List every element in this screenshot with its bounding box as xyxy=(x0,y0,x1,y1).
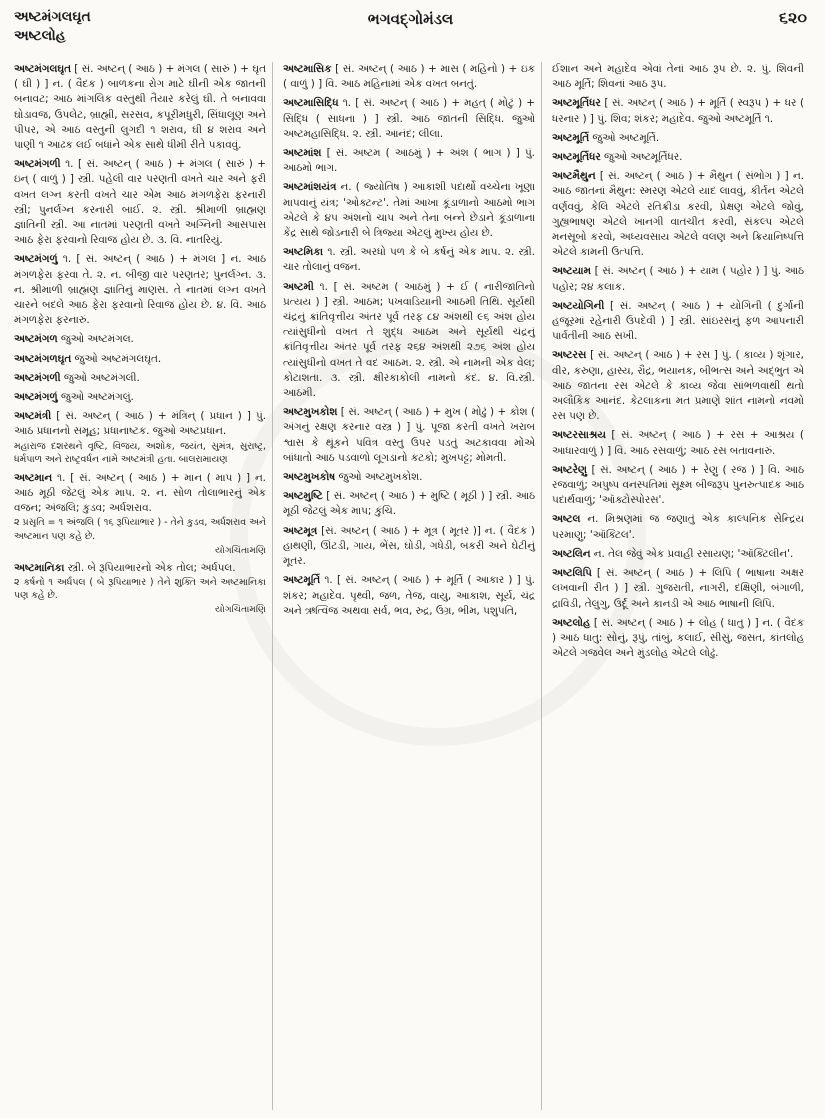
entry-definition: ૧. [ સં. અષ્ટન્ ( આઠ ) + મૂર્તિ ( આકાર ) ] પું. શંકર; મહાદેવ. પૃથ્વી, જળ, તેજ, વાયુ, આકાશ, સૂર્ય, ચંદ્ર અને ઋત્વિજ અથવા સર્વ, ભવ, રુદ્ર, ઉગ્ર, ભીમ, પશુપતિ, xyxy=(283,574,535,617)
entry-headword: અષ્ટલોહ xyxy=(552,616,591,629)
entry-headword: અષ્ટમંગળ xyxy=(14,333,58,346)
dictionary-entry xyxy=(283,96,535,142)
entry-quotation: ૨ પ્રસૃતિ = ૧ અંજલિ ( ૧૬ રૂપિયાભાર ) - તેને કુડવ, અર્ધશરાવ અને અષ્ટમાન પણ કહે છે. xyxy=(14,517,266,543)
dictionary-entry xyxy=(552,299,804,345)
page-number: ૬૨૦ xyxy=(779,8,807,27)
entry-headword: અષ્ટયામ xyxy=(552,265,591,278)
entry-definition: [ સં. અષ્ટન્ ( આઠ ) + મંગલ ( સારું ) + ઘૃત ( ઘી ) ] ન. ( વૈદક ) બાળકના રોગ માટે ઘીની એક જાતની બનાવટ; આઠ માંગલિક વસ્તુથી તૈયાર કરેલું ઘી. તે બનાવવા ઘોડાવજ, ઉપલેટ, બ્રાહ્મી, સરસવ, કપૂરીમધુરી, સિંધાલૂણ અને પીપર, એ આઠ વસ્તુની લુગદી ૧ શરાવ, ઘી ૪ શરાવ અને પાણી ૧ આઢક લઈ બધાંને એક સાથે ધીમી રીતે પકાવવું. xyxy=(14,63,266,152)
entry-citation: યોગચિંતામણિ xyxy=(215,604,266,616)
dictionary-entry xyxy=(283,573,535,619)
entry-headword: અષ્ટમુખકોશ xyxy=(283,406,338,419)
dictionary-entry xyxy=(283,470,535,485)
dictionary-entry xyxy=(552,169,804,260)
entry-definition: ન. ( જ્યોતિષ ) આકાશી પદાર્થો વચ્ચેના ખૂણા માપવાનું યંત્ર; 'ઓક્ટન્ટ'. તેમાં આખા કૂંડાળાનો આઠમો ભાગ એટલે કે ૪૫ અંશનો ચાપ અને તેના બન્ને છેડાને કૂંડાળાના કેંદ્ર સાથે જોડનારી બે ત્રિજ્યા એટલું મુખ્ય હોય છે. xyxy=(283,181,535,240)
entry-definition: સ્ત્રી. બે રૂપિયાભારનો એક તોલ; અર્ધપલ. xyxy=(64,561,236,574)
entry-definition: [ સં. અષ્ટન્ ( આઠ ) + લિપિ ( ભાષાના અક્ષર લખવાની રીત ) ] સ્ત્રી. ગુજરાતી, નાગરી, દક્ષિણી, બંગાળી, દ્રાવિડી, તેલુગુ, ઉર્દૂ અને કાનડી એ આઠ ભાષાની લિપિ. xyxy=(552,567,804,610)
entry-headword: અષ્ટલિપિ xyxy=(552,567,592,580)
entry-headword: અષ્ટમુખકોષ xyxy=(283,471,336,484)
header-last-word: અષ્ટલોહ xyxy=(14,28,66,44)
dictionary-entry xyxy=(552,566,804,612)
entry-definition: [ સં. અષ્ટન્ ( આઠ ) + રસ + આશ્રય ( આધારવાળું ) ] વિ. આઠ રસવાળું; આઠ રસ બતાવનારું. xyxy=(552,429,804,457)
dictionary-entry xyxy=(552,131,804,146)
entry-definition: [ સં. અષ્ટન્ ( આઠ ) + મુષ્ટિ ( મૂઠી ) ] સ્ત્રી. આઠ મૂઠી જેટલું એક માપ; કુંચિ. xyxy=(283,490,535,518)
entry-headword: અષ્ટમંગળી xyxy=(14,158,61,171)
entry-definition: ઈશાન અને મહાદેવ એવાં તેનાં આઠ રૂપ છે. ૨. પું. શિવની આઠ મૂર્તિ; શિવનાં આઠ રૂપ. xyxy=(552,63,804,91)
entry-quotation: મહારાજ દશરથને વૃષ્ટિ, વિજય, અશોક, જયંત, સુમંત્ર, સુરાષ્ટ્ર, ધર્મપાળ અને રાષ્ટ્રવર્ધન નામે અષ્ટમંત્રી હતા. બાલરામાયણ xyxy=(14,440,266,466)
entry-headword: અષ્ટમંગળી xyxy=(14,371,61,384)
entry-headword: અષ્ટમૂર્તિ xyxy=(552,131,590,144)
entry-definition: [ સં. અષ્ટન્ ( આઠ ) + રેણુ ( રજ ) ] વિ. આઠ રજવાળું; અપુષ્પ વનસ્પતિમાં સૂક્ષ્મ બીજરૂપ પુનરુત્પાદક આઠ પદાર્થવાળું; 'ઑક્ટોસ્પોરસ'. xyxy=(552,463,804,507)
dictionary-entry xyxy=(283,146,535,176)
dictionary-entry xyxy=(283,489,535,519)
entry-quotation: ૨ કર્ષનો ૧ અર્ધપલ ( બે રૂપિયાભાર ) તેને શુક્તિ અને અષ્ટમાનિકા પણ કહે છે. xyxy=(14,576,266,602)
entry-headword: અષ્ટરસ xyxy=(552,349,587,362)
entry-definition: ૧. [ સં. અષ્ટન્ ( આઠ ) + મંગલ ( સારું ) + ઇન્ ( વાળું ) ] સ્ત્રી. પહેલી વાર પરણતી વખતે ચાર અને ફરી વખત લગ્ન કરતી વખતે ચાર એમ આઠ મંગળફેરા ફરનારી સ્ત્રી; પુનર્લગ્ન કરનારી બાઈ. ૨. સ્ત્રી. શ્રીમાળી બ્રાહ્મણ જ્ઞાતિની સ્ત્રી. આ નાતમાં પરણતી વખતે અગ્નિની આસપાસ આઠ ફેરા ફરવાનો રિવાજ હોય છે. ૩. વિ. નાતરિયું. xyxy=(14,158,266,247)
dictionary-entry xyxy=(552,512,804,542)
entry-definition: ૧. [ સં. અષ્ટન્ ( આઠ ) + મંગલ ] ન. આઠ મંગળફેરા ફરવા તે. ૨. ન. બીજી વાર પરણતર; પુનર્લગ્ન. ૩. ન. શ્રીમાળી બ્રાહ્મણ જ્ઞાતિનું માણસ. તે નાતમાં લગ્ન વખતે ચારને બદલે આઠ ફેરા ફરવાનો રિવાજ હોય છે. ૪. વિ. આઠ મંગળફેરા ફરનારું. xyxy=(14,253,266,327)
entry-headword: અષ્ટમંત્રી xyxy=(14,410,52,423)
entry-headword: અષ્ટમિકા xyxy=(283,246,324,259)
entry-headword: અષ્ટરસાશ્રય xyxy=(552,429,606,442)
entry-definition: ૧. [ સં. અષ્ટન્ ( આઠ ) + માન ( માપ ) ] ન. આઠ મૂઠી જેટલું એક માપ. ૨. ન. સોળ તોલાભારનું એક વજન; અંજલિ; કુડવ; અર્ધશરાવ. xyxy=(14,471,266,515)
entry-definition: [ સં. અષ્ટન્ ( આઠ ) + મુખ ( મોઢું ) + કોશ ( અંગનું રક્ષણ કરનાર વસ્ત્ર ) ] પું. પૂજા કરતી વખતે ખરાબ શ્વાસ કે થૂંકને પવિત્ર વસ્તુ ઉપર પડતું અટકાવવા મોંએ બાંધાતો આઠ પડવાળો લૂગડાનો કટકો; મુખપટ્ટ; મોમતી. xyxy=(283,406,535,464)
entry-definition: ૧. [ સં. અષ્ટન્ ( આઠ ) + મહત્ ( મોટું ) + સિદ્ધિ ( સાધના ) ] સ્ત્રી. આઠ જાતની સિદ્ધિ. જુઓ અષ્ટમહાસિદ્ધિ. ૨. સ્ત્રી. આનંદ; લીલા. xyxy=(283,97,535,140)
dictionary-entry xyxy=(552,264,804,294)
entry-definition: [ સં. અષ્ટન્ ( આઠ ) + માસ ( મહિનો ) + ઇક ( વાળું ) ] વિ. આઠ મહિનામાં એક વખત બનતું. xyxy=(283,63,535,91)
entry-headword: અષ્ટમંગળઘૃત xyxy=(14,352,72,365)
entry-headword: અષ્ટમૂર્તિ xyxy=(283,574,321,587)
entry-headword: અષ્ટમી xyxy=(283,280,314,293)
entry-definition: જુઓ અષ્ટમંગલ. xyxy=(57,333,134,346)
entry-headword: અષ્ટલિન xyxy=(552,547,591,560)
entry-definition: [ સં. અષ્ટન્ ( આઠ ) + મૈથુન ( સંભોગ ) ] ન. આઠ જાતનાં મૈથુન: સ્મરણ એટલે યાદ લાવવું, કીર્તન એટલે વર્ણવવું, કેલિ એટલે રતિક્રીડા કરવી, પ્રેક્ષણ એટલે જોવું, ગુહ્યભાષણ એટલે ખાનગી વાતચીત કરવી, સંકલ્પ એટલે મનસૂબો કરવો, અધ્યવસાય એટલે વલણ અને ક્રિયાનિષ્પત્તિ એટલે કામની ઉત્પત્તિ. xyxy=(552,170,804,259)
entry-headword: અષ્ટમાસિક xyxy=(283,63,332,75)
entry-definition: જુઓ અષ્ટમંગલું. xyxy=(57,391,134,404)
dictionary-entry xyxy=(14,62,266,153)
entry-headword: અષ્ટમાસિદ્ધિ xyxy=(283,97,339,110)
entry-headword: અષ્ટમુષ્ટિ xyxy=(283,490,323,503)
entry-definition: [ સં. અષ્ટન્ ( આઠ ) + મૂર્તિ ( સ્વરૂપ ) + ધર ( ધરનાર ) ] પું. શિવ; શંકર; મહાદેવ. જુઓ અષ્ટમૂર્તિ ૧. xyxy=(552,97,804,125)
dictionary-entry xyxy=(283,280,535,402)
dictionary-entry xyxy=(552,348,804,424)
dictionary-entry xyxy=(14,352,266,367)
entry-citation: યોગચિંતામણિ xyxy=(215,544,266,556)
dictionary-entry xyxy=(283,62,535,92)
entry-definition: ૧. સ્ત્રી. અરધો પળ કે બે કર્ષનું એક માપ. ૨. સ્ત્રી. ચાર તોલાનું વજન. xyxy=(283,246,535,274)
entry-definition: [ સં. અષ્ટન્ ( આઠ ) + યામ ( પહોર ) ] પું. આઠ પહોર; ૨૪ કલાક. xyxy=(552,265,804,293)
entry-headword: અષ્ટમાંશયંત્ર xyxy=(283,181,337,194)
dictionary-entry xyxy=(283,524,535,570)
dictionary-entry xyxy=(552,463,804,509)
dictionary-entry xyxy=(552,150,804,165)
entry-headword: અષ્ટમંગલઘૃત xyxy=(14,63,71,75)
entry-definition: જુઓ અષ્ટમંગલઘૃત. xyxy=(71,352,162,365)
entry-definition: જુઓ અષ્ટમુખકોશ. xyxy=(335,471,423,484)
entry-headword: અષ્ટમૂર્તિધર xyxy=(552,97,601,110)
entry-headword: અષ્ટલ xyxy=(552,513,581,526)
column-1 xyxy=(14,62,273,1110)
entry-definition: જુઓ અષ્ટમંગલી. xyxy=(60,371,140,384)
entry-definition: [ સં. અષ્ટન્ ( આઠ ) + યોગિની ( દુર્ગાની હજૂરમાં રહેનારી ઉપદેવી ) ] સ્ત્રી. સાંઇરસનું ફળ આપનારી પાર્વતીની આઠ સખી. xyxy=(552,299,804,343)
dictionary-entry xyxy=(14,471,266,557)
header-first-word: અષ્ટમંગલઘૃત xyxy=(14,9,91,25)
entry-definition: [ સં. અષ્ટન્ ( આઠ ) + રસ ] પું. ( કાવ્ય ) શૃંગાર, વીર, કરુણા, હાસ્ય, રૌદ્ર, ભયાનક, બીભત્સ અને અદ્ભુત એ આઠ જાતના રસ એટલે કે કાવ્ય જેવા સાંભળવાથી થતો અલૌકિક આનંદ. કેટલાકના મત પ્રમાણે શાંત નામનો નવમો રસ પણ છે. xyxy=(552,349,804,423)
entry-definition: ન. મિશ્રણમાં જ જણાતું એક કાલ્પનિક સેન્દ્રિય પરમાણુ; 'ઑક્ટિલ'. xyxy=(552,513,804,541)
dictionary-entry xyxy=(552,547,804,562)
entry-definition: જુઓ અષ્ટમૂર્તિ. xyxy=(589,131,660,144)
entry-headword: અષ્ટમાન xyxy=(14,471,53,484)
entry-headword: અષ્ટમૈથુન xyxy=(552,170,596,183)
dictionary-entry xyxy=(552,616,804,662)
column-3 xyxy=(552,62,810,1110)
entry-headword: અષ્ટરેણુ xyxy=(552,463,587,476)
entry-definition: ૧. [ સં. અષ્ટમ ( આઠમું ) + ઈ ( નારીજાતિનો પ્રત્યય ) ] સ્ત્રી. આઠમ; પખવાડિયાની આઠમી તિથિ. સૂર્યથી ચંદ્રનું ક્રાંતિવૃત્તીય અંતર પૂર્વ તરફ ૮૪ અંશથી ૯૬ અંશ હોય ત્યાંસુધીનો વખત તે શુદ્ધ આઠમ અને સૂર્યથી ચંદ્રનું ક્રાંતિવૃત્તીય અંતર પૂર્વ તરફ ૨૬૪ અંશથી ૨૭૬ અંશ હોય ત્યાંસુધીનો વખત તે વદ આઠમ. ૨. સ્ત્રી. એ નામની એક વેલ; કોટાશતા. ૩. સ્ત્રી. ક્ષીરકાકોલી નામનો કંદ. ૪. વિ.સ્ત્રી. આઠમી. xyxy=(283,280,535,400)
entry-definition: ન. તેલ જેવું એક પ્રવાહી રસાયણ; 'ઑક્ટિલીન'. xyxy=(590,547,794,560)
page-header xyxy=(14,8,807,62)
dictionary-entry xyxy=(283,245,535,275)
entry-headword: અષ્ટમાનિકા xyxy=(14,561,65,574)
dictionary-entry xyxy=(283,180,535,241)
dictionary-entry xyxy=(14,390,266,405)
entry-headword: અષ્ટયોગિની xyxy=(552,299,605,312)
dictionary-entry xyxy=(552,96,804,126)
dictionary-entry xyxy=(552,428,804,458)
dictionary-columns xyxy=(14,62,810,1110)
entry-headword: અષ્ટમાંશ xyxy=(283,147,322,160)
entry-definition: [ સં. અષ્ટન્ ( આઠ ) + મંત્રિન્ ( પ્રધાન ) ] પું. આઠ પ્રધાનનો સમૂહ; પ્રધાનાષ્ટક. જુઓ અષ્ટપ્રધાન. xyxy=(14,410,266,438)
dictionary-entry xyxy=(14,252,266,328)
entry-headword: અષ્ટમૂર્તિધર xyxy=(552,151,601,164)
dictionary-entry xyxy=(552,62,804,92)
entry-headword: અષ્ટમંગળું xyxy=(14,391,58,404)
entry-definition: [સં. અષ્ટન્ ( આઠ ) + મૂત્ર ( મૂતર )] ન. ( વૈદક ) હાથણી, ઊંટડી, ગાય, ભેંસ, ઘોડી, ગધેડી, બકરી અને ઘેટીનું મૂતર. xyxy=(283,524,535,568)
header-title: ભગવદ્ગોમંડલ xyxy=(367,10,454,28)
dictionary-entry xyxy=(14,157,266,248)
entry-definition: [ સં. અષ્ટમ ( આઠમું ) + અંશ ( ભાગ ) ] પું. આઠમો ભાગ. xyxy=(283,147,535,175)
entry-definition: જુઓ અષ્ટમૂર્તિધર. xyxy=(600,151,683,164)
entry-definition: [ સં. અષ્ટન્ ( આઠ ) + લોહ ( ધાતુ ) ] ન. ( વૈદક ) આઠ ધાતુ: સોનું, રૂપું, તાંબું, કલાઈ, સીસું, જસત, કાંતલોહ એટલે ગજવેલ અને મુંડલોહ એટલે લોઢું. xyxy=(552,616,804,660)
column-2 xyxy=(283,62,542,1110)
dictionary-entry xyxy=(14,332,266,347)
dictionary-entry xyxy=(14,561,266,616)
entry-headword: અષ્ટમૂત્ર xyxy=(283,524,318,537)
dictionary-entry xyxy=(283,405,535,466)
dictionary-entry xyxy=(14,371,266,386)
entry-headword: અષ્ટમંગળું xyxy=(14,253,58,266)
dictionary-entry xyxy=(14,409,266,467)
